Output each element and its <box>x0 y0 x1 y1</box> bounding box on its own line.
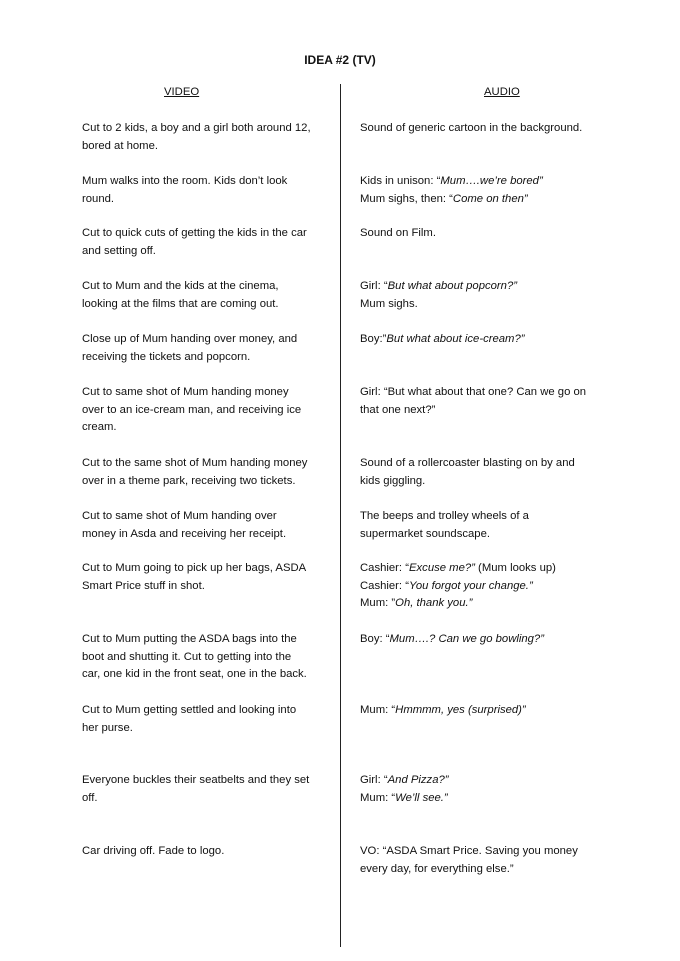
audio-line: Mum: “Hmmmm, yes (surprised)” <box>360 704 526 716</box>
video-line: cream. <box>82 421 117 433</box>
audio-line: Kids in unison: “Mum….we’re bored” <box>360 175 543 187</box>
video-line: Close up of Mum handing over money, and <box>82 333 298 345</box>
video-line: receiving the tickets and popcorn. <box>82 350 251 363</box>
audio-line: Girl: “But what about that one? Can we go on <box>360 386 587 398</box>
audio-line: Boy:”But what about ice-cream?” <box>360 333 525 345</box>
video-line: over in a theme park, receiving two tickets. <box>82 474 296 487</box>
video-line: Car driving off. Fade to logo. <box>82 845 225 857</box>
audio-line: that one next?” <box>360 403 436 416</box>
video-line: bored at home. <box>82 139 158 152</box>
audio-cell <box>360 508 605 543</box>
audio-line: Sound of generic cartoon in the background. <box>360 122 583 134</box>
audio-line: Cashier: “You forgot your change.” <box>360 579 533 592</box>
audio-line: Sound of a rollercoaster blasting on by and <box>360 457 575 469</box>
video-line: car, one kid in the front seat, one in the back. <box>82 668 307 680</box>
audio-line: Boy: “Mum….? Can we go bowling?” <box>360 633 544 645</box>
audio-line: kids giggling. <box>360 474 426 487</box>
audio-cell <box>360 843 605 878</box>
video-line: her purse. <box>82 721 133 734</box>
video-column-header: VIDEO <box>164 86 200 98</box>
video-line: Cut to Mum getting settled and looking into <box>82 704 297 716</box>
audio-line: every day, for everything else.” <box>360 862 514 875</box>
video-cell <box>82 843 322 861</box>
audio-cell <box>360 225 605 243</box>
audio-line: Girl: “But what about popcorn?” <box>360 280 517 292</box>
video-cell <box>82 508 322 543</box>
video-cell <box>82 455 322 490</box>
audio-line: The beeps and trolley wheels of a <box>360 510 529 522</box>
audio-cell <box>360 331 605 349</box>
video-cell <box>82 384 322 437</box>
video-line: Cut to 2 kids, a boy and a girl both around 12, <box>82 122 311 134</box>
audio-line: Mum sighs. <box>360 297 418 310</box>
audio-line: Girl: “And Pizza?” <box>360 774 449 786</box>
page-title: IDEA #2 (TV) <box>304 53 376 67</box>
audio-line: Cashier: “Excuse me?” (Mum looks up) <box>360 562 556 574</box>
video-cell <box>82 173 322 208</box>
video-cell <box>82 772 322 807</box>
video-cell <box>82 560 322 595</box>
video-line: Everyone buckles their seatbelts and they set <box>82 774 310 786</box>
video-cell <box>82 278 322 313</box>
video-line: Smart Price stuff in shot. <box>82 579 205 592</box>
video-line: money in Asda and receiving her receipt. <box>82 527 287 540</box>
video-line: looking at the films that are coming out. <box>82 297 279 310</box>
audio-cell <box>360 120 605 138</box>
audio-line: Mum sighs, then: “Come on then” <box>360 192 528 205</box>
video-cell <box>82 702 322 737</box>
video-line: and setting off. <box>82 244 156 257</box>
audio-line: supermarket soundscape. <box>360 527 490 540</box>
video-line: Cut to quick cuts of getting the kids in the car <box>82 227 307 239</box>
video-line: over to an ice-cream man, and receiving ice <box>82 403 302 416</box>
video-line: round. <box>82 192 115 205</box>
video-cell <box>82 331 322 366</box>
audio-cell <box>360 560 605 613</box>
video-line: off. <box>82 791 98 804</box>
video-line: Cut to Mum putting the ASDA bags into the <box>82 633 297 645</box>
audio-column-header: AUDIO <box>484 86 520 98</box>
video-cell <box>82 120 322 155</box>
audio-line: Sound on Film. <box>360 227 436 239</box>
audio-cell <box>360 455 605 490</box>
audio-line: VO: “ASDA Smart Price. Saving you money <box>360 845 578 857</box>
audio-cell <box>360 278 605 313</box>
audio-line: Mum: “We’ll see.” <box>360 791 448 804</box>
audio-cell <box>360 702 605 720</box>
video-line: Cut to Mum and the kids at the cinema, <box>82 280 279 292</box>
video-line: boot and shutting it. Cut to getting into the <box>82 650 292 663</box>
video-cell <box>82 631 322 684</box>
video-cell <box>82 225 322 260</box>
audio-cell <box>360 173 605 208</box>
video-line: Cut to same shot of Mum handing money <box>82 386 289 398</box>
video-line: Cut to Mum going to pick up her bags, ASDA <box>82 562 307 574</box>
audio-cell <box>360 772 605 807</box>
audio-line: Mum: ”Oh, thank you.” <box>360 597 473 609</box>
video-line: Cut to same shot of Mum handing over <box>82 510 277 522</box>
audio-cell <box>360 384 605 419</box>
video-line: Cut to the same shot of Mum handing money <box>82 457 308 469</box>
audio-cell <box>360 631 605 649</box>
column-divider <box>340 84 341 947</box>
video-line: Mum walks into the room. Kids don’t look <box>82 175 288 187</box>
